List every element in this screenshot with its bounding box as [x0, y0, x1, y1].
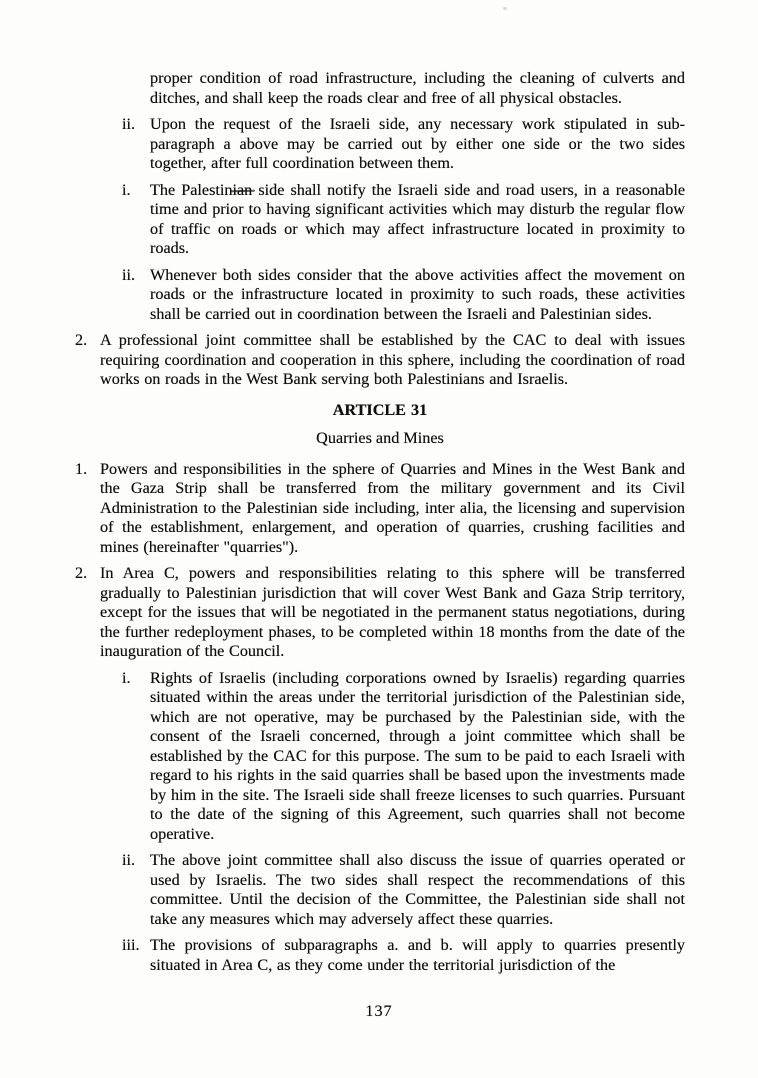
list-item-text: Powers and responsibilities in the sphere of Quarries and Mines in the West Bank and the Gaza Strip shall be transferred from the military government and its Civil Administration to the Palestinian side including, inter alia, the licensing and supervision of the establishment, enlargement, and operation of quarries, crushing facilities and mines (hereinafter "quarries").: [100, 459, 685, 556]
list-marker: iii.: [122, 936, 140, 954]
page-number: 137: [365, 1002, 393, 1020]
article-subheading: Quarries and Mines: [316, 429, 444, 447]
scan-artifact: [503, 7, 507, 10]
list-marker: 2.: [75, 331, 88, 349]
paragraph-continuation: proper condition of road infrastructure, including the cleaning of culverts and ditches, and shall keep the roads clear and free of all physical obstacles.: [150, 69, 685, 107]
list-item: [122, 936, 685, 975]
list-item: [122, 115, 685, 174]
list-item: [122, 669, 685, 845]
list-item-text: The above joint committee shall also discuss the issue of quarries operated or used by Israelis. The two sides shall respect the recommendations of this committee. Until the decision of the Committee, the Palestinian side shall not take any measures which may adversely affect these quarries.: [150, 851, 685, 928]
list-item-text: Upon the request of the Israeli side, any necessary work stipulated in sub-paragraph a above may be carried out by either one side or the two sides together, after full coordination between them.: [150, 115, 685, 172]
list-item-text: Whenever both sides consider that the above activities affect the movement on roads or the infrastructure located in proximity to such roads, these activities shall be carried out in coordination between the Israeli and Palestinian sides.: [150, 265, 685, 323]
list-marker: ii.: [122, 265, 136, 284]
page-content: [75, 69, 685, 982]
list-marker: ii.: [122, 851, 136, 869]
list-item: [75, 564, 685, 662]
list-marker: ii.: [122, 115, 136, 133]
list-marker: 2.: [75, 564, 88, 582]
list-item-text: The Palestinian side shall notify the Israeli side and road users, in a reasonable time and prior to having significant activities which may disturb the regular flow of traffic on roads or which may affect infrastructure located in proximity to roads.: [150, 180, 685, 257]
list-marker: i.: [122, 668, 131, 687]
list-item: [122, 851, 685, 929]
list-item: [75, 331, 685, 390]
list-item: [122, 181, 685, 259]
list-item: [75, 460, 685, 558]
list-item-text: A professional joint committee shall be established by the CAC to deal with issues requiring coordination and cooperation in this sphere, including the coordination of road works on roads in the West Bank serving both Palestinians and Israelis.: [100, 331, 685, 388]
list-marker: 1.: [75, 459, 88, 478]
list-item: [122, 266, 685, 325]
list-item-text: Rights of Israelis (including corporations owned by Israelis) regarding quarries situated within the areas under the territorial jurisdiction of the Palestinian side, which are not operative, may be purchased by the Palestinian side, with the consent of the Israeli concerned, through a joint committee which shall be established by the CAC for this purpose. The sum to be paid to each Israeli with regard to his rights in the said quarries shall be based upon the investments made by him in the site. The Israeli side shall freeze licenses to such quarries. Pursuant to the date of the signing of this Agreement, such quarries shall not become operative.: [150, 668, 685, 843]
list-item-text: In Area C, powers and responsibilities relating to this sphere will be transferred gradually to Palestinian jurisdiction that will cover West Bank and Gaza Strip territory, except for the issues that will be negotiated in the permanent status negotiations, during the further redeployment phases, to be completed within 18 months from the date of the inauguration of the Council.: [100, 564, 685, 660]
list-item-text: The provisions of subparagraphs a. and b. will apply to quarries presently situated in Area C, as they come under the territorial jurisdiction of the: [150, 936, 685, 974]
article-heading: ARTICLE 31: [332, 400, 428, 419]
list-marker: i.: [122, 180, 131, 199]
